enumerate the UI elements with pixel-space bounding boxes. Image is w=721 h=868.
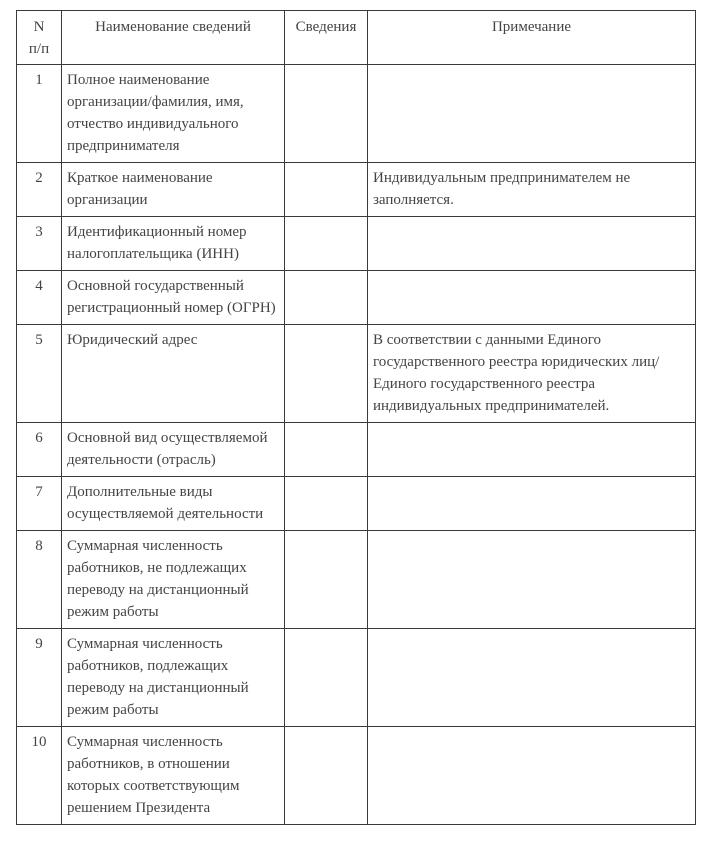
row-number: 2 [17, 163, 62, 217]
header-name: Наименование сведений [62, 11, 285, 65]
table-row [17, 271, 696, 325]
header-number-line2: п/п [28, 41, 50, 57]
row-note [368, 271, 696, 325]
row-number: 8 [17, 531, 62, 629]
header-number [17, 11, 62, 65]
table-row [17, 163, 696, 217]
row-note [368, 477, 696, 531]
row-note [368, 629, 696, 727]
header-note: Примечание [368, 11, 696, 65]
row-name: Суммарная численность работников, в отношении которых соответствующим решением Президента [62, 727, 285, 825]
row-note [368, 65, 696, 163]
row-value[interactable] [285, 423, 368, 477]
row-name: Идентификационный номер налогоплательщика (ИНН) [62, 217, 285, 271]
row-name: Основной вид осуществляемой деятельности (отрасль) [62, 423, 285, 477]
row-number: 6 [17, 423, 62, 477]
header-number-line1: N [33, 19, 45, 35]
row-name: Суммарная численность работников, подлежащих переводу на дистанционный режим работы [62, 629, 285, 727]
row-value[interactable] [285, 271, 368, 325]
row-note [368, 727, 696, 825]
table-row [17, 325, 696, 423]
table-row [17, 531, 696, 629]
row-note: Индивидуальным предпринимателем не заполняется. [368, 163, 696, 217]
row-name: Юридический адрес [62, 325, 285, 423]
row-name: Суммарная численность работников, не подлежащих переводу на дистанционный режим работы [62, 531, 285, 629]
row-number: 5 [17, 325, 62, 423]
row-note [368, 531, 696, 629]
table-row [17, 423, 696, 477]
table-header-row [17, 11, 696, 65]
row-value[interactable] [285, 217, 368, 271]
row-value[interactable] [285, 629, 368, 727]
table-row [17, 629, 696, 727]
row-number: 7 [17, 477, 62, 531]
row-note [368, 423, 696, 477]
table-row [17, 217, 696, 271]
row-name: Дополнительные виды осуществляемой деятельности [62, 477, 285, 531]
row-value[interactable] [285, 477, 368, 531]
row-note: В соответствии с данными Единого государственного реестра юридических лиц/ Единого государственного реестра индивидуальных предпринимателей. [368, 325, 696, 423]
row-value[interactable] [285, 163, 368, 217]
row-value[interactable] [285, 325, 368, 423]
row-number: 3 [17, 217, 62, 271]
info-table [16, 10, 696, 825]
row-number: 9 [17, 629, 62, 727]
row-value[interactable] [285, 531, 368, 629]
table-row [17, 65, 696, 163]
table-row [17, 477, 696, 531]
row-name: Полное наименование организации/фамилия, имя, отчество индивидуального предпринимателя [62, 65, 285, 163]
row-number: 1 [17, 65, 62, 163]
row-value[interactable] [285, 65, 368, 163]
row-name: Краткое наименование организации [62, 163, 285, 217]
table-row [17, 727, 696, 825]
header-value: Сведения [285, 11, 368, 65]
row-note [368, 217, 696, 271]
row-number: 10 [17, 727, 62, 825]
row-value[interactable] [285, 727, 368, 825]
row-name: Основной государственный регистрационный номер (ОГРН) [62, 271, 285, 325]
row-number: 4 [17, 271, 62, 325]
